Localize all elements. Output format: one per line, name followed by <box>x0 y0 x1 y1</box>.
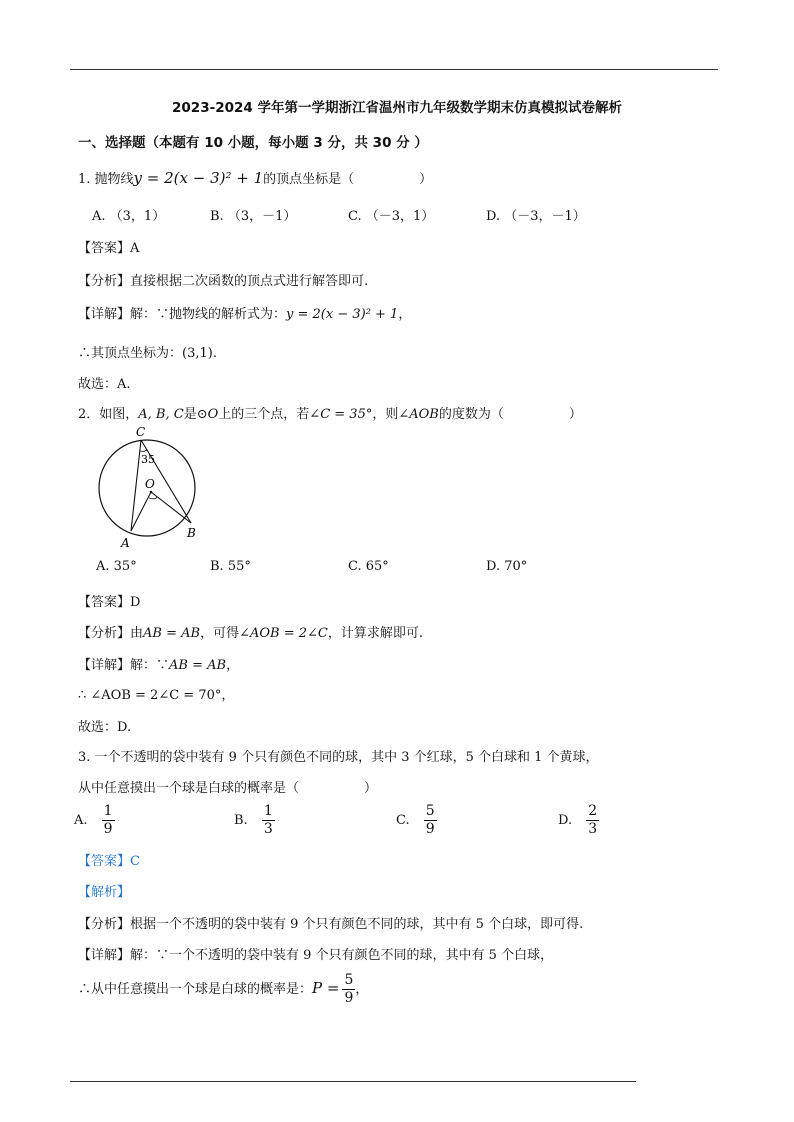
q1-detail-formula: y = 2(x − 3)² + 1 <box>286 307 399 322</box>
q1-option-c: C. （－3，1） <box>348 209 435 224</box>
label-a: A <box>121 536 130 550</box>
q2-angle-c: ∠C = 35° <box>309 407 373 422</box>
page-title: 2023-2024 学年第一学期浙江省温州市九年级数学期末仿真模拟试卷解析 <box>172 100 622 116</box>
q2-points: A, B, C <box>138 407 184 422</box>
q1-option-d: D. （－3，－1） <box>486 209 586 224</box>
q3-conclusion-suffix: ， <box>355 982 369 997</box>
q3-option-a-num: 1 <box>103 803 113 819</box>
q3-option-d-num: 2 <box>588 803 598 819</box>
q2-arc-eq: AB = AB <box>143 626 201 641</box>
q3-option-b <box>234 803 275 838</box>
q1-option-b: B. （3，－1） <box>210 209 297 224</box>
label-c: C <box>136 425 146 439</box>
q2-stem-prefix: 2．如图， <box>78 407 139 422</box>
q3-stem-line1: 3. 一个不透明的袋中装有 9 个只有颜色不同的球，其中 3 个红球，5 个白球和 1 个黄球， <box>78 750 599 765</box>
angle-o-arc <box>149 497 157 499</box>
q2-stem-mid1: 是⊙ <box>183 407 208 422</box>
q2-analysis-prefix: 【分析】由 <box>78 626 144 641</box>
q1-analysis: 【分析】直接根据二次函数的顶点式进行解答即可. <box>78 274 369 289</box>
q2-angle-aob: ∠AOB <box>398 407 439 422</box>
q3-conclusion-prefix: ∴从中任意摸出一个球是白球的概率是： <box>78 982 313 997</box>
q3-option-a-den: 9 <box>103 821 113 837</box>
q2-detail-suffix: ， <box>226 658 240 673</box>
q2-option-b: B. 55° <box>210 559 251 574</box>
q3-p-label: P = <box>312 979 340 997</box>
q1-stem-suffix: 的顶点坐标是（ ） <box>263 172 433 187</box>
q3-option-c-num: 5 <box>425 803 435 819</box>
center-point <box>150 491 153 494</box>
q3-p-den: 9 <box>344 990 354 1006</box>
q1-vertex-suffix: . <box>212 346 217 361</box>
q2-stem-suffix: 的度数为（ ） <box>438 407 582 422</box>
q3-conclusion <box>78 972 368 1007</box>
q1-detail-prefix: 【详解】解：∵抛物线的解析式为： <box>78 307 287 322</box>
q3-option-d <box>558 803 599 838</box>
q2-analysis-formula: ∠AOB = 2∠C <box>239 626 328 641</box>
q3-option-d-fraction <box>586 803 599 838</box>
q3-p-fraction <box>342 972 355 1007</box>
q3-option-a-fraction <box>102 803 115 838</box>
q3-option-c <box>396 803 437 838</box>
q3-option-a <box>74 803 115 838</box>
q3-option-b-letter: B. <box>234 813 248 828</box>
q1-stem-prefix: 1. 抛物线 <box>78 172 134 187</box>
q2-detail-arc: AB = AB <box>169 658 227 673</box>
q3-option-d-den: 3 <box>588 821 598 837</box>
q1-vertex <box>78 342 217 361</box>
q2-stem-mid2: 上的三个点，若 <box>218 407 310 422</box>
q2-detail <box>78 654 239 673</box>
radius-oa <box>131 492 151 531</box>
q2-detail-prefix: 【详解】解：∵ <box>78 658 170 673</box>
q1-choice: 故选：A. <box>78 377 131 392</box>
q1-vertex-value: (3,1) <box>182 346 213 361</box>
q2-circle: O <box>207 407 219 422</box>
q3-jiexi: 【解析】 <box>78 885 131 900</box>
q2-option-a: A. 35° <box>96 559 137 574</box>
q3-option-a-letter: A. <box>74 813 88 828</box>
q2-option-c: C. 65° <box>348 559 389 574</box>
q3-answer: 【答案】C <box>78 854 140 869</box>
q2-analysis-suffix: ，计算求解即可. <box>327 626 423 641</box>
q1-answer: 【答案】A <box>78 241 140 256</box>
header-rule <box>70 69 718 70</box>
q1-detail-suffix: ， <box>398 307 412 322</box>
q3-option-c-fraction <box>424 803 437 838</box>
q1-detail <box>78 303 411 322</box>
q3-option-b-fraction <box>262 803 275 838</box>
q3-stem-line2: 从中任意摸出一个球是白球的概率是（ ） <box>78 781 378 796</box>
label-angle-35: 35 <box>141 453 155 466</box>
footer-rule <box>70 1081 636 1082</box>
q2-answer: 【答案】D <box>78 595 141 610</box>
q3-analysis: 【分析】根据一个不透明的袋中装有 9 个只有颜色不同的球，其中有 5 个白球，即可得. <box>78 917 584 932</box>
label-b: B <box>187 526 196 540</box>
q1-vertex-prefix: ∴其顶点坐标为： <box>78 346 183 361</box>
q1-stem <box>78 168 432 187</box>
angle-c-arc <box>140 450 147 451</box>
q3-option-c-letter: C. <box>396 813 410 828</box>
radius-ob <box>151 492 191 523</box>
q3-option-c-den: 9 <box>425 821 435 837</box>
q3-option-d-letter: D. <box>558 813 573 828</box>
q2-analysis-mid: ，可得 <box>200 626 240 641</box>
q2-stem-mid3: ，则 <box>372 407 399 422</box>
q3-p-num: 5 <box>344 972 354 988</box>
q3-option-b-num: 1 <box>263 803 273 819</box>
q2-result: ∴ ∠AOB = 2∠C = 70°， <box>78 688 235 703</box>
q3-option-b-den: 3 <box>263 821 273 837</box>
q1-option-a: A. （3，1） <box>92 209 166 224</box>
section-heading: 一、选择题（本题有 10 小题，每小题 3 分，共 30 分 ） <box>78 135 428 151</box>
q2-choice: 故选：D. <box>78 720 132 735</box>
circle-figure <box>95 420 215 555</box>
chord-ca <box>131 440 141 531</box>
q1-stem-formula: y = 2(x − 3)² + 1 <box>133 169 264 187</box>
q2-analysis <box>78 622 423 641</box>
label-o: O <box>145 477 155 491</box>
q3-detail: 【详解】解：∵一个不透明的袋中装有 9 个只有颜色不同的球，其中有 5 个白球， <box>78 948 554 963</box>
q2-option-d: D. 70° <box>486 559 528 574</box>
